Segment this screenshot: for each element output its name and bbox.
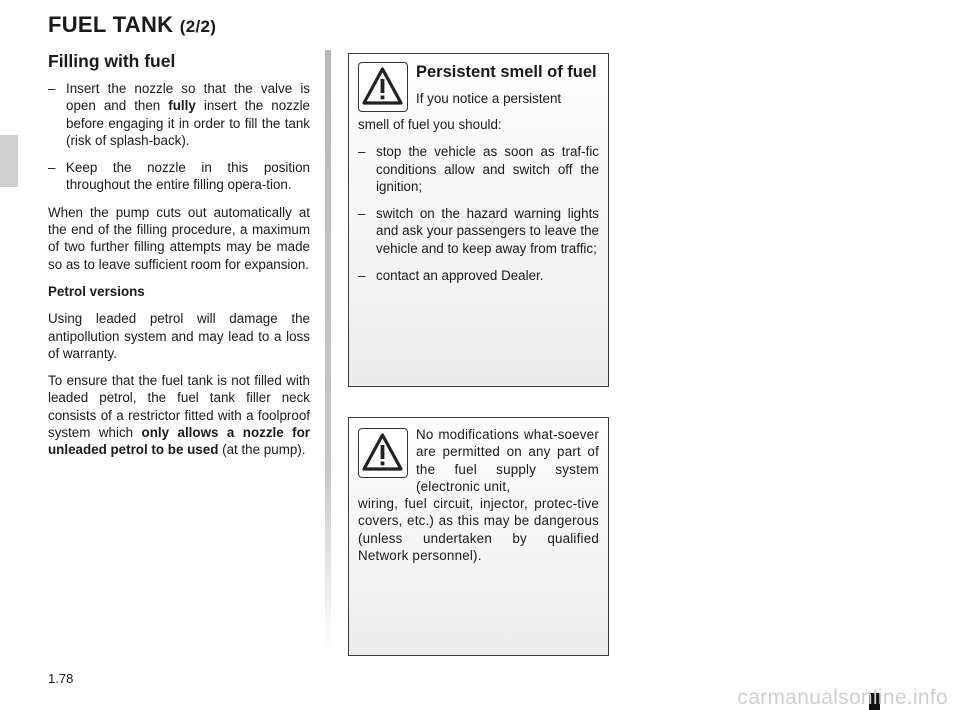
list-text-bold: fully bbox=[168, 98, 196, 114]
warning-box-fuel-smell bbox=[348, 53, 609, 387]
list-item-text: stop the vehicle as soon as traf-fic conditions allow and switch off the ignition; bbox=[376, 144, 599, 194]
page-title-text: FUEL TANK bbox=[48, 12, 174, 37]
left-column bbox=[48, 50, 310, 469]
list-dash: – bbox=[48, 81, 56, 96]
list-dash: – bbox=[358, 268, 366, 284]
list-text-pre: Insert the nozzle so that the valve is open and then bbox=[66, 81, 310, 114]
page-title-part: (2/2) bbox=[179, 17, 217, 36]
list-item-text: switch on the hazard warning lights and ask your passengers to leave the vehicle and to keep away from traffic; bbox=[376, 206, 599, 256]
warning-intro-b: smell of fuel you should: bbox=[358, 117, 502, 132]
subheading-petrol: Petrol versions bbox=[48, 283, 145, 299]
warning-box-title: Persistent smell of fuel bbox=[416, 63, 597, 81]
para-text-pre: To ensure that the fuel tank is not filled with leaded petrol, the fuel tank filler neck consists of a restrictor fitted with a foolproof system which bbox=[48, 373, 310, 441]
paragraph-pump-cutout: When the pump cuts out automatically at the end of the filling procedure, a maximum of two further filling attempts may be made so as to leave sufficient room for expansion. bbox=[48, 204, 310, 272]
watermark: carmanualsonline.info bbox=[737, 686, 948, 709]
modifications-text-b: wiring, fuel circuit, injector, protec-tive covers, etc.) as this may be dangerous (unless undertaken by qualified Network personnel). bbox=[358, 496, 599, 564]
section-heading: Filling with fuel bbox=[48, 51, 176, 71]
warning-intro-a: If you notice a persistent bbox=[416, 91, 562, 106]
para-text-bold: only allows a nozzle for unleaded petrol to be used bbox=[48, 425, 310, 458]
list-text-post: insert the nozzle before engaging it in order to fill the tank (risk of splash-back). bbox=[66, 98, 310, 148]
list-item bbox=[358, 143, 599, 195]
paragraph-leaded-warning: Using leaded petrol will damage the antipollution system and may lead to a loss of warranty. bbox=[48, 311, 310, 361]
list-item-text: Keep the nozzle in this position throughout the entire filling opera-tion. bbox=[66, 160, 310, 193]
page-number: 1.78 bbox=[48, 671, 74, 686]
modifications-text-a: No modifications what-soever are permitted on any part of the fuel supply system (electronic unit, bbox=[416, 427, 599, 494]
list-item bbox=[358, 205, 599, 257]
list-item bbox=[48, 159, 310, 194]
warning-triangle-icon bbox=[358, 62, 408, 112]
list-item bbox=[48, 80, 310, 149]
warning-box-modifications bbox=[348, 417, 609, 656]
page-title bbox=[48, 12, 216, 38]
para-text-post: (at the pump). bbox=[218, 442, 306, 458]
paragraph-filler-neck bbox=[48, 372, 310, 458]
list-item-text bbox=[66, 80, 310, 149]
list-item bbox=[358, 267, 599, 284]
chapter-side-tab bbox=[0, 135, 18, 187]
warning-triangle-icon bbox=[358, 428, 408, 478]
list-dash: – bbox=[48, 160, 56, 176]
column-divider bbox=[325, 50, 331, 650]
list-item-text: contact an approved Dealer. bbox=[376, 268, 544, 284]
list-dash: – bbox=[358, 144, 366, 160]
list-dash: – bbox=[358, 206, 366, 222]
